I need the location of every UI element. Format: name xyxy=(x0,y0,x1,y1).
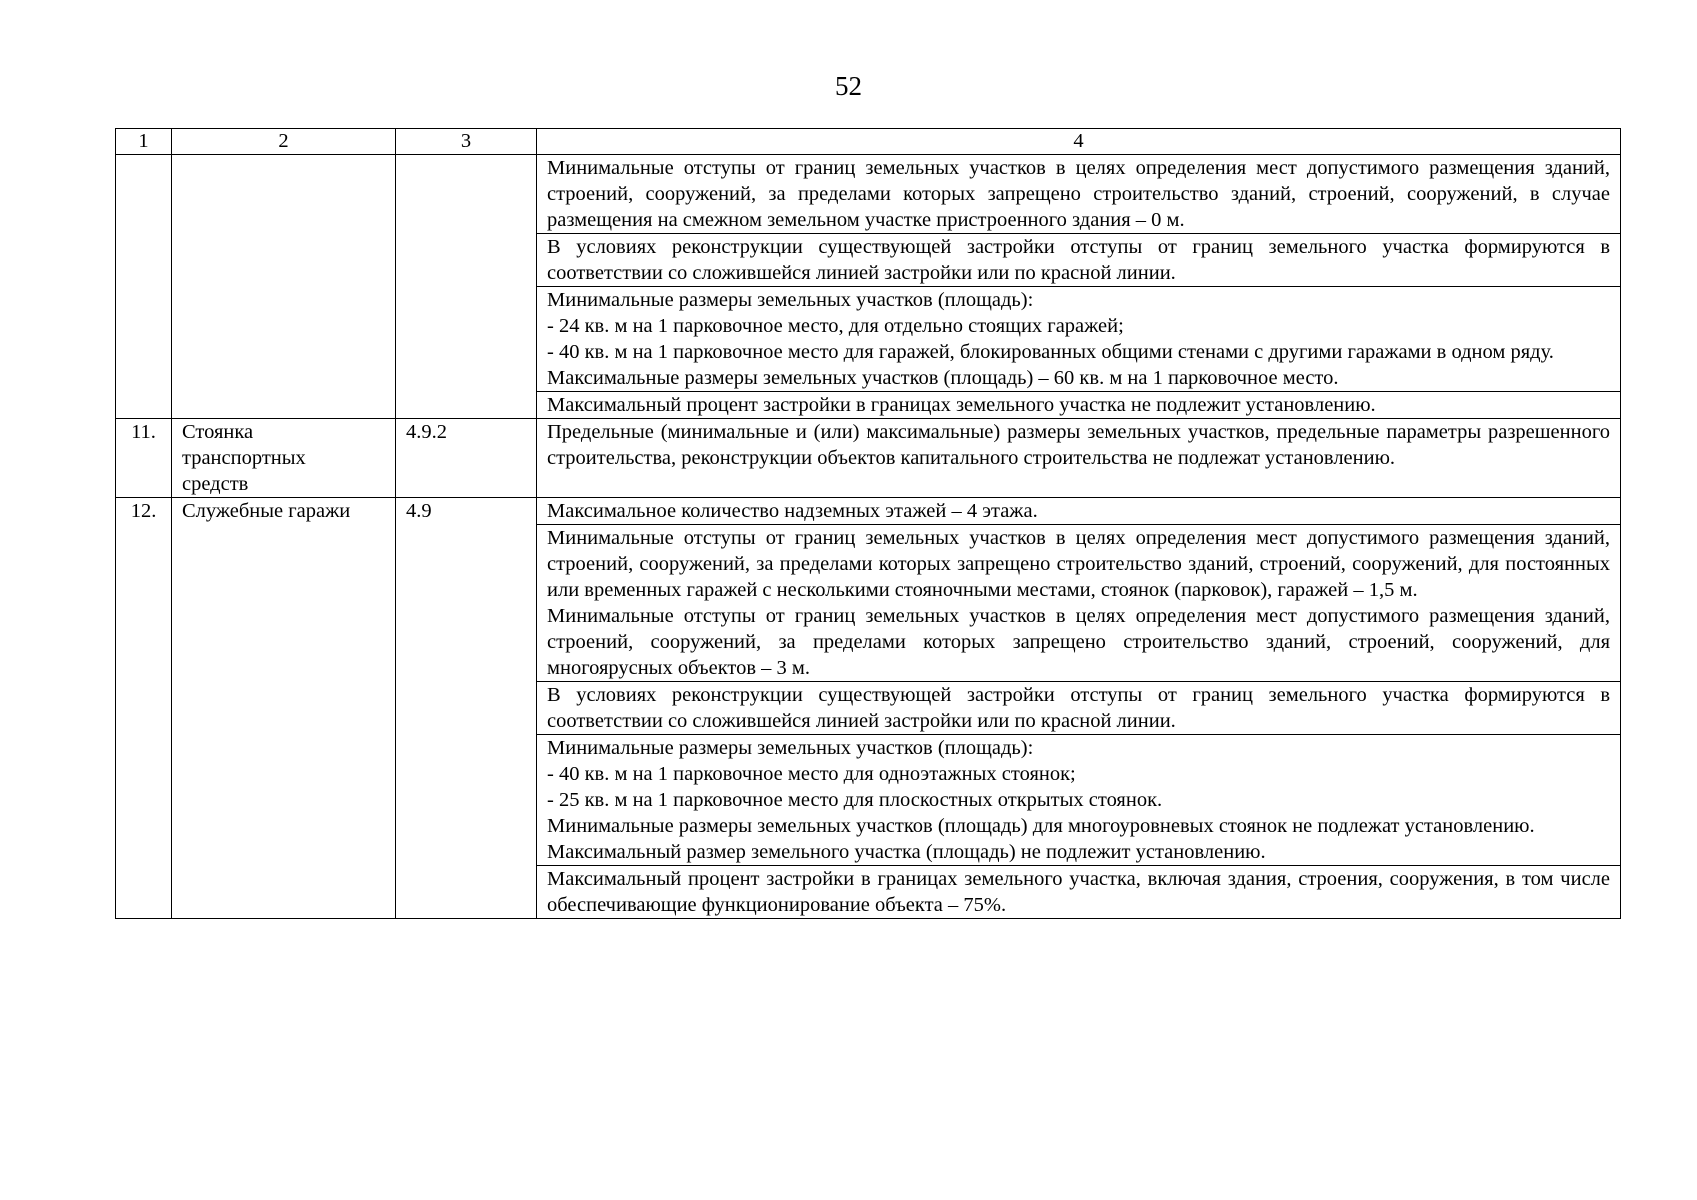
table-header-row xyxy=(116,129,1621,155)
parameter-line: - 24 кв. м на 1 парковочное место, для отдельно стоящих гаражей; xyxy=(547,315,1124,337)
parameter-line: - 25 кв. м на 1 парковочное место для плоскостных открытых стоянок. xyxy=(547,789,1163,811)
parameter-line: Максимальный размер земельного участка (площадь) не подлежит установлению. xyxy=(547,841,1266,863)
parameter-line: Минимальные размеры земельных участков (площадь) для многоуровневых стоянок не подлежат установлению. xyxy=(547,815,1535,837)
row-number-cell: 11. xyxy=(116,419,172,498)
parameter-cell: В условиях реконструкции существующей застройки отступы от границ земельного участка формируются в соответствии со сложившейся линией застройки или по красной линии. xyxy=(537,234,1621,287)
column-header-1: 1 xyxy=(116,129,172,155)
parameter-line: Минимальные отступы от границ земельных участков в целях определения мест допустимого размещения зданий, строений, сооружений, за пределами которых запрещено строительство зданий, строений, сооружений, для многоярусных объектов – 3 м. xyxy=(547,605,1610,679)
parameter-line: - 40 кв. м на 1 парковочное место для гаражей, блокированных общими стенами с другими гаражами в одном ряду. xyxy=(547,341,1554,363)
column-header-4: 4 xyxy=(537,129,1621,155)
parameter-line: - 40 кв. м на 1 парковочное место для одноэтажных стоянок; xyxy=(547,763,1076,785)
parameter-line: Минимальные размеры земельных участков (площадь): xyxy=(547,737,1034,759)
parameter-cell xyxy=(537,287,1621,392)
parameter-line: Максимальные размеры земельных участков (площадь) – 60 кв. м на 1 парковочное место. xyxy=(547,367,1339,389)
row-number-cell xyxy=(116,155,172,419)
page-number: 52 xyxy=(835,71,862,101)
parameter-cell: Максимальный процент застройки в границах земельного участка, включая здания, строения, сооружения, в том числе обеспечивающие функционирование объекта – 75%. xyxy=(537,866,1621,919)
use-code-cell xyxy=(396,155,537,419)
parameter-cell: Предельные (минимальные и (или) максимальные) размеры земельных участков, предельные параметры разрешенного строительства, реконструкции объектов капитального строительства не подлежат установлению. xyxy=(537,419,1621,498)
parameter-cell: Максимальный процент застройки в границах земельного участка не подлежит установлению. xyxy=(537,392,1621,419)
parameter-line: Минимальные отступы от границ земельных участков в целях определения мест допустимого размещения зданий, строений, сооружений, за пределами которых запрещено строительство зданий, строений, сооружений, для постоянных или временных гаражей с несколькими стояночными местами, стоянок (парковок), гаражей – 1,5 м. xyxy=(547,527,1610,601)
table-row xyxy=(116,419,1621,498)
use-code-cell: 4.9.2 xyxy=(396,419,537,498)
parameter-cell: В условиях реконструкции существующей застройки отступы от границ земельного участка формируются в соответствии со сложившейся линией застройки или по красной линии. xyxy=(537,682,1621,735)
parameter-cell: Максимальное количество надземных этажей – 4 этажа. xyxy=(537,498,1621,525)
use-code-cell: 4.9 xyxy=(396,498,537,919)
parameter-cell xyxy=(537,525,1621,682)
zoning-parameters-table xyxy=(115,128,1621,919)
table-row xyxy=(116,155,1621,234)
table-row xyxy=(116,498,1621,525)
use-name-cell: Стоянка транспортных средств xyxy=(172,419,396,498)
parameter-cell xyxy=(537,735,1621,866)
column-header-2: 2 xyxy=(172,129,396,155)
column-header-3: 3 xyxy=(396,129,537,155)
parameter-cell: Минимальные отступы от границ земельных участков в целях определения мест допустимого размещения зданий, строений, сооружений, за пределами которых запрещено строительство зданий, строений, сооружений, в случае размещения на смежном земельном участке пристроенного здания – 0 м. xyxy=(537,155,1621,234)
use-name-cell: Служебные гаражи xyxy=(172,498,396,919)
row-number-cell: 12. xyxy=(116,498,172,919)
use-name-cell xyxy=(172,155,396,419)
parameter-line: Минимальные размеры земельных участков (площадь): xyxy=(547,289,1034,311)
